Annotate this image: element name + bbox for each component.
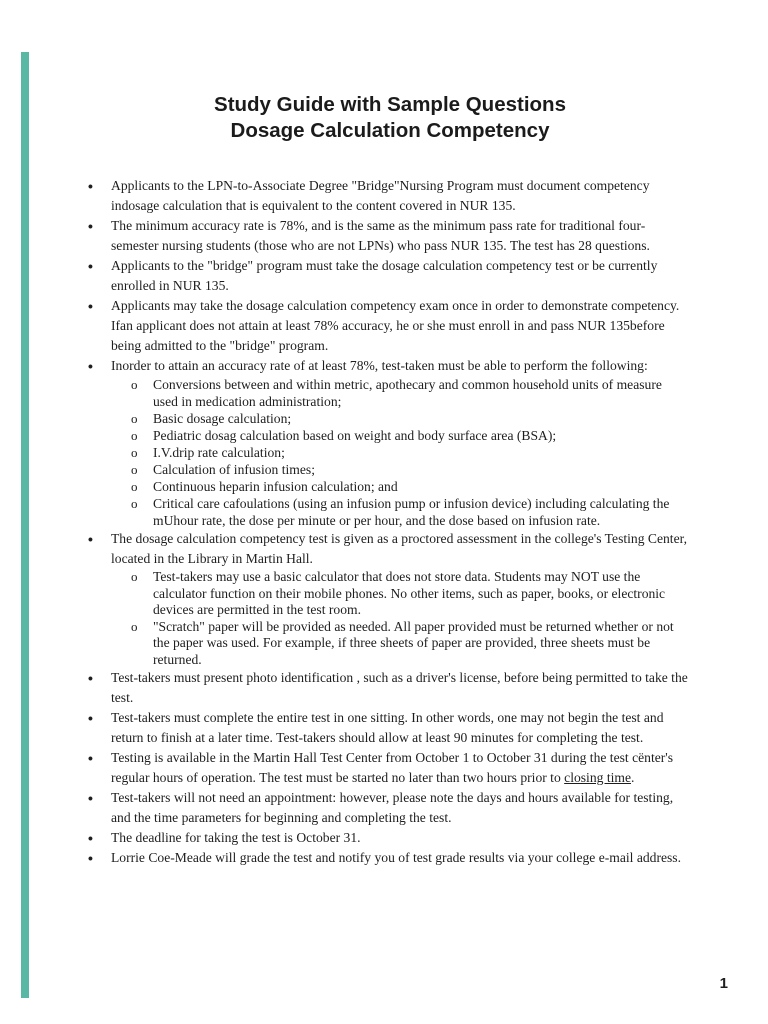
circle-bullet-icon: o	[131, 479, 138, 494]
sublist-item-text: Pediatric dosag calculation based on weight and body surface area (BSA);	[153, 428, 557, 443]
sublist-item	[131, 495, 688, 529]
skills-sublist	[131, 376, 688, 529]
item-text: The deadline for taking the test is October 31.	[111, 830, 361, 845]
list-item	[88, 216, 688, 256]
testing-notes-sublist	[131, 569, 688, 668]
bullet-icon: •	[88, 850, 93, 866]
list-item	[88, 256, 688, 296]
bullet-icon: •	[88, 710, 93, 726]
list-item	[88, 828, 688, 848]
list-item	[88, 748, 688, 788]
item-text: Applicants to the "bridge" program must take the dosage calculation competency test or be currently enrolled in NUR 135.	[111, 258, 658, 293]
item-text-end: .	[630, 770, 635, 785]
bullet-icon: •	[88, 750, 93, 766]
accent-bar	[21, 52, 29, 998]
sublist-item	[131, 569, 688, 619]
list-item	[88, 176, 688, 216]
bullet-icon: •	[88, 298, 93, 314]
sublist-item-text: Continuous heparin infusion calculation; and	[153, 479, 398, 494]
item-text: The minimum accuracy rate is 78%, and is the same as the minimum pass rate for traditional four-semester nursing students (those who are not LPNs) who pass NUR 135. The test has 28 questions.	[111, 218, 650, 253]
sublist-item	[131, 478, 688, 495]
bullet-icon: •	[88, 790, 93, 806]
circle-bullet-icon: o	[131, 411, 138, 426]
sublist-item-text: Critical care cafoulations (using an infusion pump or infusion device) including calculating the mUhour rate, the dose per minute or per hour, and the dose based on infusion rate.	[153, 496, 670, 528]
document-title	[0, 92, 768, 144]
sublist-item	[131, 410, 688, 427]
sublist-item	[131, 376, 688, 410]
item-text: Test-takers will not need an appointment: however, please note the days and hours available for testing, and the time parameters for beginning and completing the test.	[111, 790, 674, 825]
sublist-item	[131, 461, 688, 478]
item-text: The dosage calculation competency test is given as a proctored assessment in the college's Testing Center, located in the Library in Martin Hall.	[111, 531, 687, 566]
sublist-item	[131, 427, 688, 444]
sublist-item	[131, 444, 688, 461]
closing-time-text: closing time	[564, 770, 631, 785]
title-line-1: Study Guide with Sample Questions	[214, 93, 566, 116]
list-item	[88, 529, 688, 668]
circle-bullet-icon: o	[131, 428, 138, 443]
circle-bullet-icon: o	[131, 618, 138, 634]
item-text: Applicants to the LPN-to-Associate Degree "Bridge"Nursing Program must document competency indosage calculation that is equivalent to the content covered in NUR 135.	[111, 178, 650, 213]
sublist-item-text: Calculation of infusion times;	[153, 462, 315, 477]
sublist-item-text: Test-takers may use a basic calculator that does not store data. Students may NOT use the calculator function on their mobile phones. No other items, such as paper, books, or electronic devices are permitted in the test room.	[153, 569, 666, 617]
list-item	[88, 296, 688, 356]
item-text: Applicants may take the dosage calculation competency exam once in order to demonstrate competency. Ifan applicant does not attain at least 78% accuracy, he or she must enroll in and pass NUR 135before being admitted to the "bridge" program.	[111, 298, 680, 353]
sublist-item-text: "Scratch" paper will be provided as needed. All paper provided must be returned whether or not the paper was used. For example, if three sheets of paper are provided, three sheets must be returned.	[153, 618, 674, 667]
sublist-item-text: Basic dosage calculation;	[153, 411, 292, 426]
sublist-item-text: Conversions between and within metric, apothecary and common household units of measure used in medication administration;	[153, 377, 662, 409]
list-item	[88, 848, 688, 868]
list-item	[88, 668, 688, 708]
bullet-icon: •	[88, 830, 93, 846]
item-text: Inorder to attain an accuracy rate of at least 78%, test-taken must be able to perform the following:	[111, 358, 648, 373]
sublist-item	[131, 619, 688, 669]
document-body	[88, 176, 688, 868]
bullet-icon: •	[88, 258, 93, 274]
circle-bullet-icon: o	[131, 569, 138, 584]
bullet-icon: •	[88, 670, 93, 686]
circle-bullet-icon: o	[131, 462, 138, 477]
bullet-icon: •	[88, 178, 93, 194]
circle-bullet-icon: o	[131, 377, 138, 392]
bullet-icon: •	[88, 358, 93, 374]
circle-bullet-icon: o	[131, 445, 138, 460]
list-item	[88, 356, 688, 529]
item-text: Test-takers must complete the entire test in one sitting. In other words, one may not begin the test and return to finish at a later time. Test-takers should allow at least 90 minutes for completing the test.	[111, 710, 664, 745]
title-line-2: Dosage Calculation Competency	[230, 119, 550, 142]
circle-bullet-icon: o	[131, 496, 138, 511]
bullet-icon: •	[88, 218, 93, 234]
sublist-item-text: I.V.drip rate calculation;	[153, 445, 285, 460]
page-number: 1	[719, 975, 728, 992]
list-item	[88, 708, 688, 748]
item-text: Testing is available in the Martin Hall Test Center from October 1 to October 31 during the test cënter's regular hours of operation. The test must be started no later than two hours prior to	[111, 750, 674, 785]
bullet-icon: •	[88, 531, 93, 547]
item-text: Lorrie Coe-Meade will grade the test and notify you of test grade results via your college e-mail address.	[111, 850, 681, 865]
item-text: Test-takers must present photo identification , such as a driver's license, before being permitted to take the test.	[111, 670, 688, 705]
list-item	[88, 788, 688, 828]
